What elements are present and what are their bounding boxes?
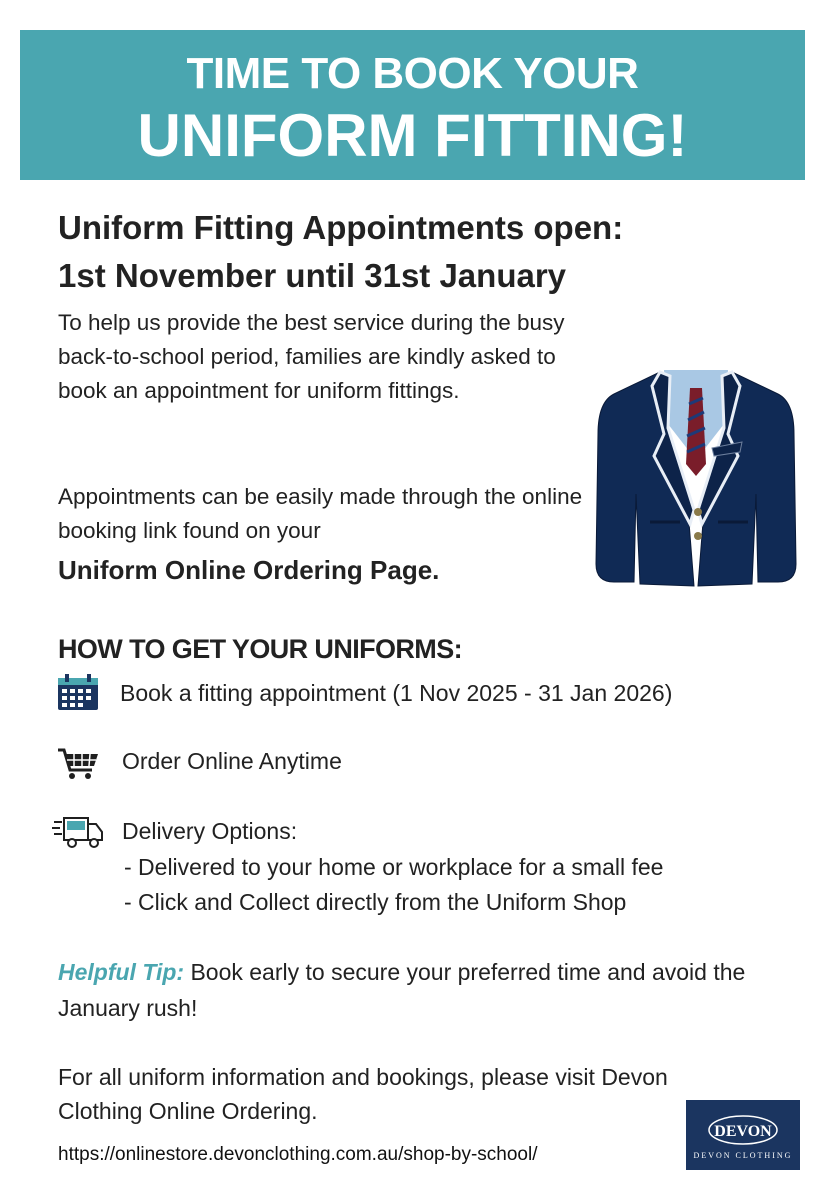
how-to-title: HOW TO GET YOUR UNIFORMS: [58, 634, 463, 664]
helpful-tip-label: Helpful Tip: [58, 959, 185, 985]
step-order-online-text: Order Online Anytime [122, 748, 342, 774]
step-book-fitting-text: Book a fitting appointment (1 Nov 2025 - 31 Jan 2026) [120, 680, 673, 706]
store-url-link[interactable]: https://onlinestore.devonclothing.com.au/shop-by-school/ [58, 1144, 538, 1165]
blazer-image [594, 364, 798, 590]
banner-line-1: TIME TO BOOK YOUR [186, 49, 639, 98]
ordering-page-link[interactable]: Uniform Online Ordering Page. [58, 555, 440, 585]
delivery-option-home: - Delivered to your home or workplace for a small fee [124, 854, 664, 880]
intro-paragraph: To help us provide the best service during the busy back-to-school period, families are kindly asked to book an appointment for uniform fittings. [58, 310, 565, 403]
shopping-cart-icon [52, 742, 104, 782]
helpful-tip-text: Book early to secure your preferred time and avoid the January rush! [58, 959, 746, 1021]
devon-logo [686, 1100, 800, 1170]
title-banner [20, 30, 805, 180]
logo-tagline: DEVON CLOTHING [693, 1151, 793, 1160]
banner-line-2: UNIFORM FITTING! [137, 102, 688, 169]
calendar-icon [52, 672, 104, 712]
visit-info: For all uniform information and bookings, please visit Devon Clothing Online Ordering. [58, 1064, 668, 1124]
appointments-heading-line-2: 1st November until 31st January [58, 257, 567, 294]
booking-text: Appointments can be easily made through the online booking link found on your [58, 484, 583, 543]
step-delivery [52, 812, 298, 852]
helpful-tip [58, 954, 758, 1026]
step-book-fitting [52, 672, 673, 712]
step-delivery-text: Delivery Options: [122, 818, 298, 844]
appointments-heading [58, 204, 798, 300]
booking-paragraph [58, 480, 598, 592]
logo-brand: DEVON [714, 1123, 772, 1140]
delivery-option-click-collect: - Click and Collect directly from the Uniform Shop [124, 889, 627, 915]
appointments-heading-line-1: Uniform Fitting Appointments open: [58, 209, 624, 246]
step-order-online [52, 742, 342, 782]
delivery-truck-icon [52, 812, 104, 852]
